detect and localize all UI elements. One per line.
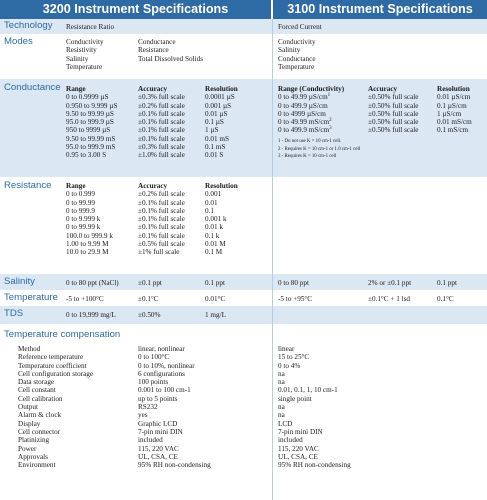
spec-value: na — [278, 369, 285, 378]
table-cell: ±0.5% full scale — [138, 240, 185, 249]
table-cell: 0.1 M — [205, 248, 223, 257]
spec-value: yes — [138, 411, 148, 420]
spec-value: Graphic LCD — [138, 419, 178, 428]
table-cell: 10.0 to 29.9 M — [66, 248, 109, 257]
technology-3200: Resistance Ratio — [66, 23, 115, 31]
col-header: Range — [66, 182, 86, 190]
column-divider — [272, 19, 273, 500]
table-cell: 0 to 99.99 — [66, 198, 95, 207]
mode-item: Resistivity — [66, 46, 97, 55]
temperature-3100-resolution: 0.1°C — [437, 295, 454, 303]
table-cell: 0.001 µS — [205, 101, 232, 110]
table-cell: 1.00 to 9.99 M — [66, 240, 109, 249]
table-cell: 0.001 — [205, 190, 222, 199]
temp-comp-section — [0, 324, 487, 500]
table-cell: ±0.1% full scale — [138, 223, 185, 232]
resistance-section — [0, 177, 487, 274]
spec-value: single point — [278, 394, 312, 403]
conductance-3100-range-col — [278, 85, 344, 135]
spec-label: Temperature coefficient — [18, 361, 87, 370]
col-header: Accuracy — [368, 85, 398, 93]
table-cell: 9.50 to 99.99 mS — [66, 134, 116, 143]
table-cell: ±0.3% full scale — [138, 143, 185, 152]
spec-label: Reference temperature — [18, 353, 84, 362]
table-cell: 95.0 to 999.9 µS — [66, 118, 114, 127]
spec-value: linear — [278, 345, 295, 353]
footnote-mark: 1 — [327, 93, 331, 99]
spec-value: UL, CSA, CE — [138, 452, 178, 461]
spec-value: 0 to 10%, nonlinear — [138, 361, 195, 370]
tds-resolution: 1 mg/L — [205, 311, 226, 319]
modes-col1 — [66, 38, 104, 71]
spec-value: na — [278, 411, 285, 420]
mode-item: Total Dissolved Solids — [138, 54, 203, 63]
header-3200: 3200 Instrument Specifications — [0, 0, 271, 19]
mode-item: Temperature — [66, 62, 103, 71]
technology-label: Technology — [4, 20, 53, 31]
table-cell: ±0.50% full scale — [368, 93, 419, 102]
table-cell: 0.001 k — [205, 215, 227, 224]
spec-value: included — [278, 436, 303, 445]
col-header: Accuracy — [138, 182, 168, 190]
table-cell: 0 to 99.99 k — [66, 223, 101, 232]
table-cell: 0.01 M — [205, 240, 226, 249]
salinity-3100-resolution: 0.1 ppt — [437, 279, 457, 287]
table-cell: ±0.1% full scale — [138, 118, 185, 127]
spec-label: Platinizing — [18, 436, 50, 445]
temperature-label: Temperature — [4, 292, 58, 303]
table-cell: 0.01 µS — [205, 109, 228, 118]
table-cell: 0.01 k — [205, 223, 223, 232]
modes-3100 — [278, 38, 316, 71]
table-cell: 0.1 mS/cm — [437, 126, 469, 135]
conductance-3100-accuracy-col — [368, 85, 418, 135]
table-cell: 0.01 mS — [205, 134, 229, 143]
table-cell: ±0.50% full scale — [368, 118, 419, 127]
col-header: Range — [66, 85, 86, 93]
spec-label: Environment — [18, 461, 56, 470]
table-cell: ±0.50% full scale — [368, 101, 419, 110]
table-cell: 0.01 µS/cm — [437, 93, 471, 102]
footnote: 2 - Requires K = 10 cm-1 or 1.0 cm-1 cell — [278, 146, 361, 152]
table-cell: 0.1 µS — [205, 118, 224, 127]
footnote: 1 - Do not use K = 10 cm-1 cell. — [278, 139, 342, 144]
spec-value: 0.001 to 100 cm-1 — [138, 386, 191, 395]
spec-label: Power — [18, 444, 37, 453]
spec-value: up to 5 points — [138, 394, 178, 403]
table-cell: ±0.50% full scale — [368, 109, 419, 118]
spec-value: RS232 — [138, 403, 158, 412]
table-cell: ±0.1% full scale — [138, 126, 185, 135]
temperature-section — [0, 290, 487, 306]
temperature-accuracy: ±0.1°C — [138, 295, 159, 303]
salinity-resolution: 0.1 ppt — [205, 279, 225, 287]
table-cell: 0.1 µS/cm — [437, 101, 467, 110]
mode-item: Resistance — [138, 46, 169, 55]
spec-value: 95% RH non-condensing — [138, 461, 211, 470]
table-cell: 100.0 to 999.9 k — [66, 231, 113, 240]
technology-section — [0, 19, 487, 34]
table-cell: 0.01 — [205, 198, 218, 207]
col-header: Resolution — [205, 182, 238, 190]
spec-value: 7-pin mini DIN — [138, 427, 183, 436]
footnote-mark: 3 — [329, 126, 332, 132]
table-cell: ±0.1% full scale — [138, 206, 185, 215]
table-cell: 0.1 — [205, 206, 214, 215]
table-cell: ±0.1% full scale — [138, 134, 185, 143]
modes-col2 — [138, 38, 203, 63]
col-header: Range (Conductivity) — [278, 85, 345, 93]
resistance-accuracy-col — [138, 182, 185, 257]
table-cell: 0 to 0.9999 µS — [66, 93, 109, 102]
spec-label: Cell connector — [18, 427, 61, 436]
spec-value: 0.01, 0.1, 1, 10 cm-1 — [278, 386, 338, 395]
conductance-footnotes — [278, 138, 360, 161]
table-cell: 950 to 9999 µS — [66, 126, 111, 135]
temp-comp-3100-values — [278, 345, 351, 469]
temp-comp-labels — [18, 345, 93, 469]
table-cell: 0.1 mS — [205, 143, 226, 152]
table-cell: ±0.1% full scale — [138, 215, 185, 224]
table-cell: ±1.0% full scale — [138, 151, 185, 160]
conductance-range-col — [66, 85, 117, 160]
modes-section — [0, 34, 487, 79]
technology-3100: Forced Current — [278, 23, 322, 31]
temperature-3100-range: -5 to +95°C — [278, 295, 313, 303]
salinity-range: 0 to 80 ppt (NaCl) — [66, 279, 119, 287]
tds-label: TDS — [4, 308, 24, 319]
spec-label: Cell calibration — [18, 394, 63, 403]
tds-range: 0 to 19,999 mg/L — [66, 311, 116, 319]
spec-label: Alarm & clock — [18, 411, 62, 420]
salinity-label: Salinity — [4, 276, 35, 287]
table-cell: 0.950 to 9.999 µS — [66, 101, 118, 110]
spec-label: Display — [18, 419, 41, 428]
mode-item: Conductivity — [278, 38, 316, 46]
spec-value: UL, CSA, CE — [278, 452, 318, 461]
col-header: Resolution — [205, 85, 238, 93]
mode-item: Conductance — [278, 54, 316, 63]
table-cell: 0 to 0.999 — [66, 190, 95, 199]
table-cell: 0 to 49.99 mS/cm — [278, 118, 330, 127]
resistance-resolution-col — [205, 182, 238, 257]
spec-value: 6 configurations — [138, 369, 185, 378]
spec-value: 0 to 4% — [278, 361, 301, 370]
mode-item: Temperature — [278, 62, 315, 71]
spec-value: 0 to 100°C — [138, 353, 170, 362]
spec-value: included — [138, 436, 163, 445]
spec-value: linear, nonlinear — [138, 345, 185, 353]
salinity-section — [0, 274, 487, 290]
spec-value: 95% RH non-condensing — [278, 461, 351, 470]
temperature-range: -5 to +100°C — [66, 295, 104, 303]
table-cell: 1 µS — [205, 126, 219, 135]
temp-comp-label: Temperature compensation — [4, 329, 121, 340]
spec-value: 115, 220 VAC — [278, 444, 319, 453]
table-cell: ±0.2% full scale — [138, 101, 185, 110]
spec-label: Output — [18, 403, 38, 412]
table-cell: 0 to 9.999 k — [66, 215, 101, 224]
table-cell: 0.0001 µS — [205, 93, 235, 102]
salinity-accuracy: ±0.1 ppt — [138, 279, 162, 287]
table-cell: 0.01 S — [205, 151, 224, 160]
spec-label: Data storage — [18, 378, 55, 387]
table-cell: ±0.1% full scale — [138, 198, 185, 207]
table-cell: 0 to 49.99 µS/cm — [278, 93, 328, 102]
footnote-mark: 2 — [329, 118, 332, 124]
conductance-resolution-col — [205, 85, 238, 160]
table-cell: ±0.1% full scale — [138, 231, 185, 240]
table-cell: 0 to 499.9 mS/cm — [278, 126, 330, 135]
table-cell: 9.50 to 99.99 µS — [66, 109, 114, 118]
tds-section — [0, 306, 487, 324]
tds-accuracy: ±0.50% — [138, 311, 161, 319]
spec-label: Approvals — [18, 452, 48, 461]
temperature-3100-accuracy: ±0.1°C + 1 lsd — [368, 295, 411, 303]
conductance-label: Conductance — [4, 82, 61, 93]
table-cell: 0 to 499.9 µS/cm — [278, 101, 328, 110]
table-cell: 0.01 mS/cm — [437, 118, 472, 127]
spec-value: na — [278, 378, 285, 387]
conductance-accuracy-col — [138, 85, 185, 160]
col-header: Accuracy — [138, 85, 168, 93]
spec-value: na — [278, 403, 285, 412]
table-cell: ±0.2% full scale — [138, 190, 185, 199]
table-cell: ±0.1% full scale — [138, 109, 185, 118]
temperature-resolution: 0.01°C — [205, 295, 226, 303]
mode-item: Salinity — [66, 54, 89, 63]
table-cell: ±1% full scale — [138, 248, 180, 257]
temp-comp-3200-values — [138, 345, 211, 469]
spec-label: Cell configuration storage — [18, 369, 94, 378]
spec-value: 100 points — [138, 378, 169, 387]
table-cell: 0.1 k — [205, 231, 220, 240]
salinity-3100-range: 0 to 80 ppt — [278, 279, 309, 287]
spec-value: 115, 220 VAC — [138, 444, 179, 453]
table-cell: 0 to 4999 µS/cm — [278, 109, 326, 118]
table-cell: 1 µS/cm — [437, 109, 462, 118]
mode-item: Conductivity — [66, 38, 104, 46]
resistance-range-col — [66, 182, 113, 257]
table-cell: 95.0 to 999.9 mS — [66, 143, 116, 152]
spec-value: 15 to 25°C — [278, 353, 310, 362]
conductance-3100-resolution-col — [437, 85, 472, 135]
spec-label: Cell constant — [18, 386, 56, 395]
modes-label: Modes — [4, 36, 33, 47]
table-cell: ±0.3% full scale — [138, 93, 185, 102]
col-header: Resolution — [437, 85, 470, 93]
table-cell: 0.95 to 3.00 S — [66, 151, 107, 160]
table-cell: 0 to 999.9 — [66, 206, 95, 215]
footnote: 3 - Requires K = 10 cm-1 cell — [278, 154, 337, 159]
spec-value: LCD — [278, 419, 293, 428]
mode-item: Conductance — [138, 38, 176, 46]
mode-item: Salinity — [278, 46, 301, 55]
spec-label: Method — [18, 345, 41, 353]
header-3100: 3100 Instrument Specifications — [273, 0, 487, 19]
spec-value: 7-pin mini DIN — [278, 427, 323, 436]
conductance-section — [0, 79, 487, 177]
salinity-3100-accuracy: 2% or ±0.1 ppt — [368, 279, 412, 287]
resistance-label: Resistance — [4, 180, 52, 191]
table-cell: ±0.50% full scale — [368, 126, 419, 135]
